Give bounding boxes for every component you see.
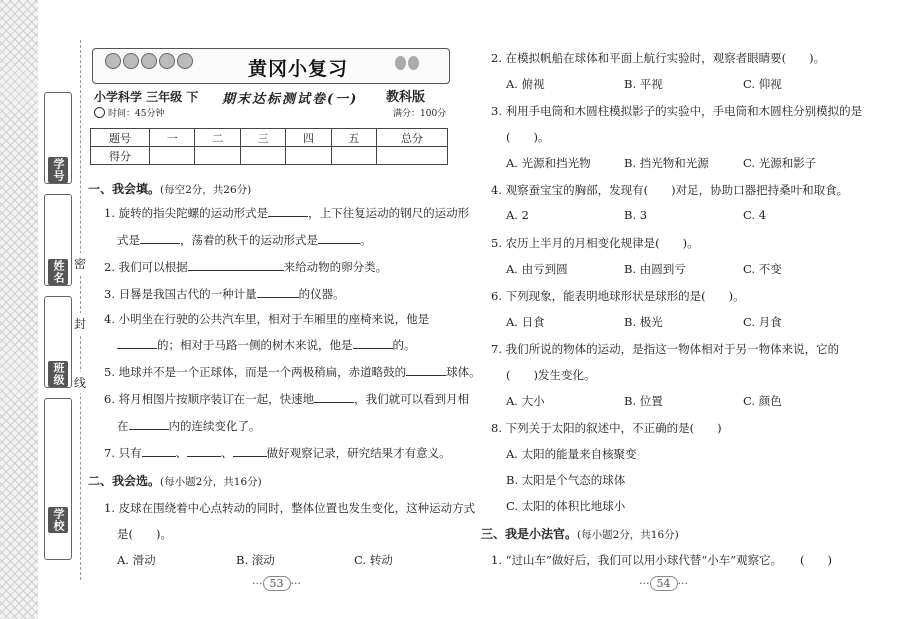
answer-blank[interactable] — [314, 392, 354, 403]
clock-icon — [94, 107, 105, 118]
s1-q6-line2 — [117, 418, 261, 434]
s2-q6: 6. 下列现象，能表明地球形状是球形的是( )。 — [491, 289, 745, 303]
s1-q1-line1 — [104, 205, 469, 221]
header-banner — [92, 48, 450, 84]
s1-q1-end: 。 — [360, 233, 372, 247]
score-table-cell: 一 — [150, 129, 195, 147]
s2-q3-line2: ( )。 — [506, 130, 550, 144]
s1-q2-text: 2. 我们可以根据 — [104, 260, 188, 274]
s2-q7-option-c[interactable]: C. 颜色 — [743, 394, 782, 408]
answer-blank[interactable] — [140, 233, 180, 244]
s1-q4-text: 的。 — [392, 338, 416, 352]
exam-title: 期末达标测试卷(一) — [222, 92, 359, 107]
s1-q2 — [104, 259, 387, 275]
s3-q1-answer-paren[interactable]: ( ) — [800, 553, 832, 567]
s1-q4-line2 — [117, 337, 416, 353]
score-input-cell[interactable] — [286, 147, 331, 165]
s2-q7-line2: ( )发生变化。 — [506, 368, 596, 382]
student-id-box — [44, 92, 72, 184]
s1-q5-text: 5. 地球并不是一个正球体，而是一个两极稍扁，赤道略鼓的 — [104, 365, 407, 379]
s1-q1-text: ，荡着的秋千的运动形式是 — [180, 233, 318, 247]
s1-q5 — [104, 364, 481, 380]
score-table-cell: 二 — [195, 129, 240, 147]
binding-hatch — [0, 0, 38, 619]
s1-q6-text: 内的连续变化了。 — [168, 419, 261, 433]
s2-q8-option-a[interactable]: A. 太阳的能量来自核聚变 — [506, 447, 637, 461]
s2-q6-option-c[interactable]: C. 月食 — [743, 315, 782, 329]
section-2-heading — [88, 472, 262, 489]
score-table-cell: 得分 — [91, 147, 150, 165]
exam-time — [94, 106, 164, 119]
s1-q3 — [104, 286, 345, 302]
s1-q7-text: 做好观察记录，研究结果才有意义。 — [266, 446, 451, 460]
balloons-illustration — [393, 55, 419, 74]
score-table-cell: 题号 — [91, 129, 150, 147]
score-input-cell[interactable] — [377, 147, 448, 165]
score-input-cell[interactable] — [195, 147, 240, 165]
s2-q4-option-c[interactable]: C. 4 — [743, 208, 767, 222]
s2-q1-option-a[interactable]: A. 滑动 — [117, 553, 156, 567]
s1-q4-text: 的；相对于马路一侧的树木来说，他是 — [157, 338, 353, 352]
s2-q7-option-b[interactable]: B. 位置 — [624, 394, 663, 408]
edition-label: 教科版 — [386, 90, 426, 105]
answer-blank[interactable] — [188, 260, 284, 271]
answer-blank[interactable] — [268, 206, 308, 217]
section-3-note: (每小题2分，共16分) — [577, 529, 679, 541]
s3-q1: 1. “过山车”做好后，我们可以用小球代替“小车”观察它。 — [491, 553, 783, 567]
s2-q7-option-a[interactable]: A. 大小 — [506, 394, 545, 408]
subject-grade: 小学科学 三年级 下 — [94, 90, 199, 104]
s2-q5-option-a[interactable]: A. 由亏到圆 — [506, 262, 568, 276]
s2-q4: 4. 观察蚕宝宝的胸部，发现有( )对足，协助口器把持桑叶和取食。 — [491, 183, 849, 197]
s2-q6-option-a[interactable]: A. 日食 — [506, 315, 545, 329]
answer-blank[interactable] — [318, 233, 360, 244]
score-table-cell: 总分 — [377, 129, 448, 147]
s2-q1-option-c[interactable]: C. 转动 — [354, 553, 393, 567]
s1-q6-text: ，我们就可以看到月相 — [354, 392, 470, 406]
s2-q7-line1: 7. 我们所说的物体的运动，是指这一物体相对于另一物体来说，它的 — [491, 342, 840, 356]
s2-q4-option-b[interactable]: B. 3 — [624, 208, 648, 222]
section-2-title: 二、我会选。 — [88, 474, 161, 488]
s2-q1-option-b[interactable]: B. 滚动 — [236, 553, 275, 567]
name-label: 姓名 — [48, 259, 68, 285]
section-3-title: 三、我是小法官。 — [481, 527, 578, 541]
s1-q1-text: 1. 旋转的指尖陀螺的运动形式是 — [104, 206, 269, 220]
answer-blank[interactable] — [353, 338, 393, 349]
answer-blank[interactable] — [187, 446, 221, 457]
exam-time-text: 时间：45分钟 — [108, 109, 165, 119]
s2-q2: 2. 在模拟帆船在球体和平面上航行实验时，观察者眼睛要( )。 — [491, 51, 826, 65]
s2-q8-option-c[interactable]: C. 太阳的体积比地球小 — [506, 499, 626, 513]
brand-logo: 黄冈小复习 — [248, 58, 349, 80]
page-number-right: ··· 54 ··· — [639, 577, 688, 590]
class-box — [44, 296, 72, 388]
s1-q2-text: 来给动物的卵分类。 — [283, 260, 388, 274]
seal-char-feng: 封 — [74, 313, 86, 334]
s1-q7-text: 7. 只有 — [104, 446, 142, 460]
seal-line — [80, 40, 81, 580]
section-2-note: (每小题2分，共16分) — [160, 476, 262, 488]
s2-q1-line2: 是( )。 — [117, 527, 172, 541]
school-label: 学校 — [48, 507, 68, 533]
name-box — [44, 194, 72, 286]
score-input-cell[interactable] — [240, 147, 285, 165]
s2-q5-option-b[interactable]: B. 由圆到亏 — [624, 262, 686, 276]
s1-q5-text: 球体。 — [446, 365, 481, 379]
s2-q8: 8. 下列关于太阳的叙述中，不正确的是( ) — [491, 421, 722, 435]
score-table-header-row — [91, 129, 448, 147]
answer-blank[interactable] — [233, 446, 267, 457]
s1-q7-sep: 、 — [221, 446, 233, 460]
section-1-note: (每空2分，共26分) — [160, 184, 252, 196]
score-input-cell[interactable] — [331, 147, 376, 165]
s2-q2-option-b[interactable]: B. 平视 — [624, 77, 663, 91]
s2-q4-option-a[interactable]: A. 2 — [506, 208, 529, 222]
s2-q5-option-c[interactable]: C. 不变 — [743, 262, 782, 276]
s1-q4-line1 — [104, 311, 429, 327]
section-3-heading — [481, 525, 679, 542]
score-table-score-row — [91, 147, 448, 165]
s2-q1-line1: 1. 皮球在围绕着中心点转动的同时，整体位置也发生变化，这种运动方式 — [104, 501, 476, 515]
s2-q2-option-c[interactable]: C. 仰视 — [743, 77, 782, 91]
s1-q3-text: 的仪器。 — [298, 287, 345, 301]
s1-q4-text: 4. 小明坐在行驶的公共汽车里，相对于车厢里的座椅来说，他是 — [104, 312, 430, 326]
page-number-text: 54 — [650, 576, 678, 591]
s1-q6-line1 — [104, 391, 469, 407]
section-1-heading — [88, 180, 251, 197]
s1-q3-text: 3. 日晷是我国古代的一种计量 — [104, 287, 257, 301]
s2-q2-option-a[interactable]: A. 俯视 — [506, 77, 545, 91]
seal-char-mi: 密 — [74, 253, 86, 274]
seal-char-xian: 线 — [74, 372, 86, 393]
page-number-left: ··· 53 ··· — [252, 577, 301, 590]
class-label: 班级 — [48, 361, 68, 387]
score-table-cell: 三 — [240, 129, 285, 147]
student-id-label: 学号 — [48, 157, 68, 183]
s2-q8-option-b[interactable]: B. 太阳是个气态的球体 — [506, 473, 626, 487]
s2-q3-option-a[interactable]: A. 光源和挡光物 — [506, 156, 591, 170]
score-input-cell[interactable] — [150, 147, 195, 165]
section-1-title: 一、我会填。 — [88, 182, 161, 196]
s2-q3-option-c[interactable]: C. 光源和影子 — [743, 156, 817, 170]
score-table — [90, 128, 448, 165]
answer-blank[interactable] — [406, 365, 446, 376]
s1-q6-text: 6. 将月相图片按顺序装订在一起，快速地 — [104, 392, 315, 406]
school-box — [44, 398, 72, 560]
answer-blank[interactable] — [129, 419, 169, 430]
score-table-cell: 四 — [286, 129, 331, 147]
s1-q1-line2 — [117, 232, 372, 248]
s1-q7-sep: 、 — [175, 446, 188, 460]
s2-q3-line1: 3. 利用手电筒和木圆柱模拟影子的实验中，手电筒和木圆柱分别模拟的是 — [491, 104, 863, 118]
answer-blank[interactable] — [142, 446, 176, 457]
s1-q7 — [104, 445, 451, 461]
s1-q1-text: 式是 — [117, 233, 140, 247]
answer-blank[interactable] — [257, 287, 299, 298]
s1-q6-text: 在 — [117, 419, 129, 433]
page-number-text: 53 — [263, 576, 291, 591]
s2-q5: 5. 农历上半月的月相变化规律是( )。 — [491, 236, 699, 250]
s2-q6-option-b[interactable]: B. 极光 — [624, 315, 663, 329]
s2-q3-option-b[interactable]: B. 挡光物和光源 — [624, 156, 709, 170]
score-table-cell: 五 — [331, 129, 376, 147]
answer-blank[interactable] — [117, 338, 157, 349]
children-illustration — [105, 53, 193, 69]
s1-q1-text: ，上下往复运动的钢尺的运动形 — [308, 206, 470, 220]
full-score: 满分：100分 — [393, 109, 447, 119]
